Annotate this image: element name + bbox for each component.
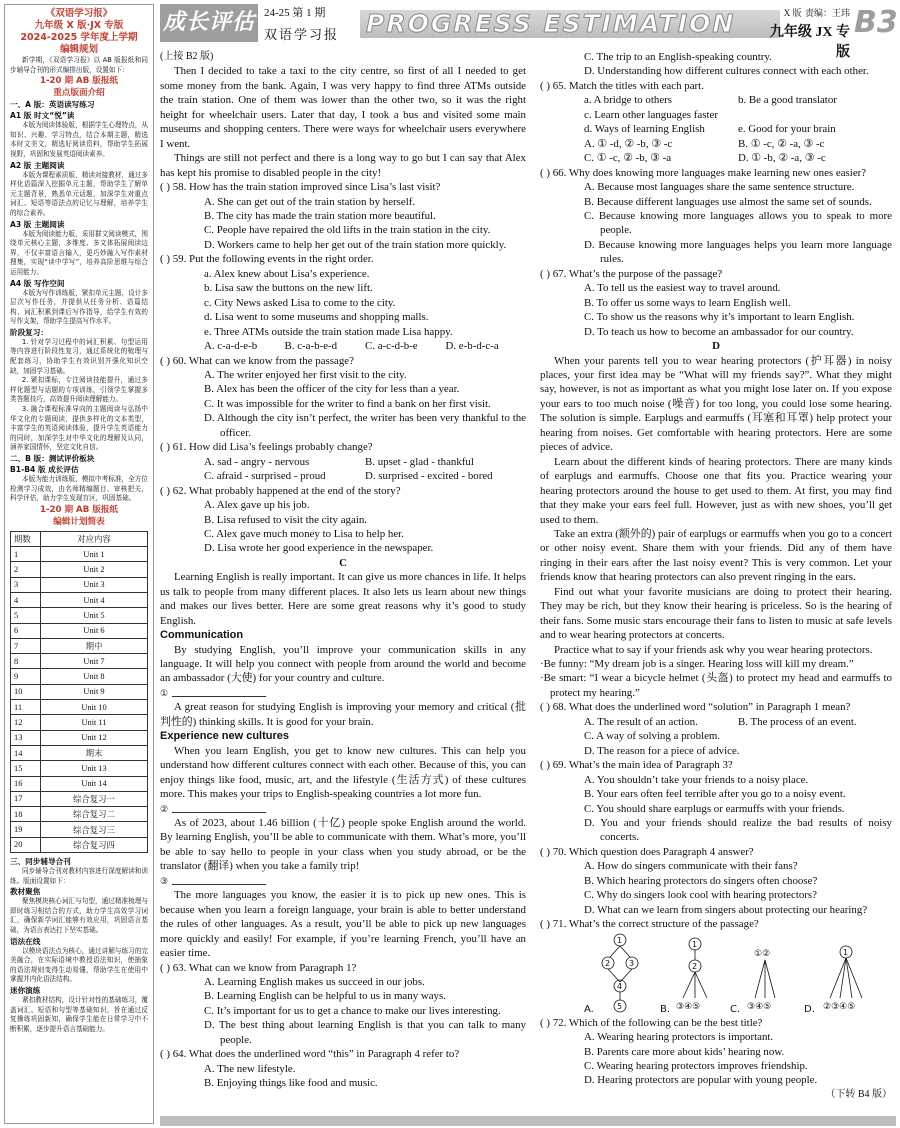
svg-text:5: 5 <box>617 1001 623 1011</box>
option: A. c-a-d-e-b <box>204 340 258 353</box>
option: D. Lisa wrote her good experience in the newspaper. <box>204 542 434 555</box>
table-row <box>11 547 148 562</box>
content-cell: Unit 2 <box>41 562 148 577</box>
advice-item: ·Be smart: “I wear a bicycle helmet (头盔) to protect my head and earmuffs to protect my hearing.” <box>540 672 892 699</box>
event-item: a. Alex knew about Lisa’s experience. <box>204 267 370 280</box>
table-row <box>11 745 148 760</box>
question-59: ( ) 59. Put the following events in the right order. <box>160 253 374 266</box>
title-row <box>540 122 892 136</box>
option-row <box>160 339 526 353</box>
table-row <box>11 837 148 852</box>
option: A. The result of an action. <box>584 715 698 728</box>
option: B. Lisa refused to visit the city again. <box>204 513 368 526</box>
title-item: a. A bridge to others <box>584 94 673 107</box>
issue-cell: 14 <box>11 745 41 760</box>
blank-number: ① <box>160 687 169 698</box>
sidebar-subhead: 迷你演练 <box>10 985 41 995</box>
option: D. The reason for a piece of advice. <box>584 744 740 757</box>
option: B. The city has made the train station more beautiful. <box>204 209 436 222</box>
option: A. Wearing hearing protectors is important. <box>584 1031 774 1044</box>
content-cell: Unit 14 <box>41 776 148 791</box>
question-68: ( ) 68. What does the underlined word “solution” in Paragraph 1 mean? <box>540 701 851 714</box>
content-cell: 期中 <box>41 638 148 653</box>
bottom-bar <box>160 1116 896 1126</box>
left-column <box>160 50 526 1091</box>
issue-cell: 6 <box>11 623 41 638</box>
option: D. surprised - excited - bored <box>365 470 493 483</box>
content-cell: 期末 <box>41 745 148 760</box>
option: D. Because knowing more languages helps you learn more language rules. <box>584 238 892 266</box>
option: C. Why do singers look cool with hearing protectors? <box>584 889 817 902</box>
option: A. She can get out of the train station by herself. <box>204 195 416 208</box>
table-row <box>11 700 148 715</box>
issue-cell: 19 <box>11 822 41 837</box>
issue-cell: 2 <box>11 562 41 577</box>
svg-text:1: 1 <box>617 935 623 945</box>
diagram-label-d: D. <box>804 1003 815 1015</box>
question-71: ( ) 71. What’s the correct structure of the passage? <box>540 918 759 931</box>
blank-line <box>160 802 526 816</box>
question-65: ( ) 65. Match the titles with each part. <box>540 79 704 92</box>
paragraph: Things are still not perfect and there is a long way to go but I can say that Alex has kept his promise to disabled people in the city! <box>160 152 526 179</box>
option: B. Enjoying things like food and music. <box>204 1077 378 1090</box>
option: C. It’s important for us to get a chance to make our lives interesting. <box>204 1004 501 1017</box>
banner-title: PROGRESS ESTIMATION <box>366 9 736 38</box>
sidebar-subhead: B1-B4 版 成长评估 <box>10 465 79 474</box>
subheading: Communication <box>160 629 244 642</box>
question-64: ( ) 64. What does the underlined word “this” in Paragraph 4 refer to? <box>160 1048 460 1061</box>
section-logo: 成长评估 <box>160 4 258 42</box>
question-67: ( ) 67. What’s the purpose of the passage? <box>540 267 723 280</box>
issue-cell: 10 <box>11 684 41 699</box>
sidebar-text: 本版为阅读能力版，采用群文阅读模式，围绕单元核心主题，多维度、多文体拓展阅读边界，不仅丰富语言输入，更巧妙融入写作素材搜集，实现“读中学写”，培养高阶思维与综合运用能力。 <box>10 229 148 276</box>
content-cell: Unit 10 <box>41 700 148 715</box>
table-row <box>11 776 148 791</box>
question-63: ( ) 63. What can we know from Paragraph 1? <box>160 961 357 974</box>
svg-text:②③④⑤: ②③④⑤ <box>823 1001 856 1012</box>
issue-cell: 11 <box>11 700 41 715</box>
question-60: ( ) 60. What can we know from the passage? <box>160 354 354 367</box>
continued-footer: （下转 B4 版） <box>825 1088 892 1100</box>
option: B. upset - glad - thankful <box>365 455 474 468</box>
sidebar-section: 一、A 版：英语读写练习 <box>10 100 95 110</box>
question-61: ( ) 61. How did Lisa’s feelings probably change? <box>160 441 373 454</box>
paragraph: Take an extra (额外的) pair of earplugs or earmuffs when you go to a concert or other noisy event. Share them with your friends. Did any of them have ringing in their ears after the last noisy event? This is very common. Let your friends know that hearing protectors can also prevent ringing in the ears. <box>540 527 892 584</box>
table-row <box>11 761 148 776</box>
continued-note: (上接 B2 版) <box>160 51 214 62</box>
question-70: ( ) 70. Which question does Paragraph 4 answer? <box>540 845 754 858</box>
version-label: X 版 <box>783 8 802 18</box>
paragraph: The more languages you know, the easier it is to pick up new ones. This is because when you learn a foreign language, your brain is able to better understand the rules of other languages. As a result, you’ll be able to pick up new languages more quickly and easily! For example, if you’re learning French, you’ll have an easier time. <box>160 889 526 960</box>
option: D. ① -b, ② -a, ③ -c <box>738 152 826 165</box>
sidebar-title: 《双语学习报》 九年级 X 版·JX 专版 2024-2025 学年度上学期 编辑规划 <box>20 8 138 55</box>
question-58: ( ) 58. How has the train station improved since Lisa’s last visit? <box>160 181 441 194</box>
content-cell: 综合复习四 <box>41 837 148 852</box>
content-cell: 综合复习三 <box>41 822 148 837</box>
option: D. e-b-d-c-a <box>445 340 499 353</box>
event-item: d. Lisa went to some museums and shopping malls. <box>204 311 429 324</box>
svg-text:①②: ①② <box>754 948 771 959</box>
sidebar-text: 本版为阅读体验版，根据学生心理特点，从知识、兴趣、学习特点，结合本期主题，精选本时文美文，精选好阅读资料，帮助学生拓展视野，巩固和发展英语阅读素养。 <box>10 121 148 158</box>
issue-cell: 7 <box>11 638 41 653</box>
content-cell: 综合复习一 <box>41 791 148 806</box>
page-badge: B3 <box>854 5 898 40</box>
option-row <box>540 151 892 165</box>
sidebar-text: 紧扣教材结构，设计针对性的基础练习，覆盖词汇、短语和句型等基础知识，旨在通过反复操练巩固新知，确保学生能在日常学习中不断积累，逐步提升语言基础能力。 <box>10 995 148 1033</box>
option: B. To offer us some ways to learn English well. <box>584 296 791 309</box>
event-item: e. Three ATMs outside the train station made Lisa happy. <box>204 325 453 338</box>
option: C. A way of solving a problem. <box>584 730 721 743</box>
option: C. The trip to an English-speaking country. <box>584 51 772 63</box>
table-row <box>11 807 148 822</box>
sidebar-subhead: 教材聚焦 <box>10 887 41 897</box>
option: A. You shouldn’t take your friends to a noisy place. <box>584 773 809 786</box>
issue-cell: 17 <box>11 791 41 806</box>
question-69: ( ) 69. What’s the main idea of Paragraph 3? <box>540 759 733 772</box>
table-row <box>11 638 148 653</box>
content-cell: Unit 6 <box>41 623 148 638</box>
sidebar-text: 3. 融合课程标准导向的主题阅读与弘扬中华文化的专题阅读，提供多样化的文本类型，丰富学生的英语阅读体验，提升学生英语能力的同时，加深学生对中华文化的理解及认同，涵养家国情怀，坚定文化自信。 <box>10 405 148 452</box>
content-cell: Unit 5 <box>41 608 148 623</box>
option: A. How do singers communicate with their fans? <box>584 860 798 873</box>
option: B. Which hearing protectors do singers often choose? <box>584 874 818 887</box>
table-header: 对应内容 <box>41 531 148 546</box>
content-cell: Unit 4 <box>41 592 148 607</box>
structure-diagrams <box>540 932 892 1016</box>
table-row <box>11 654 148 669</box>
option: D. The best thing about learning English is that you can talk to many people. <box>204 1019 526 1046</box>
title-item: c. Learn other languages faster <box>584 108 718 121</box>
title-row <box>540 108 892 122</box>
svg-text:3: 3 <box>629 958 635 968</box>
issue-cell: 5 <box>11 608 41 623</box>
option: B. Learning English can be helpful to us in many ways. <box>204 990 446 1003</box>
issue-cell: 8 <box>11 654 41 669</box>
option: C. You should share earplugs or earmuffs with your friends. <box>584 802 845 815</box>
option: C. ① -c, ② -b, ③ -a <box>584 152 672 165</box>
option: A. Because most languages share the same sentence structure. <box>584 181 855 194</box>
option: B. c-a-b-e-d <box>284 340 338 353</box>
sidebar-text: 同步辅导合刊对教材内容进行深度解读和训练。版面设置如下： <box>10 867 148 885</box>
paragraph: Learn about the different kinds of hearing protectors. There are many kinds of earplugs and earmuffs. Choose one that fits you. Practice wearing your hearing protectors around the house to get used to them. At first, you may find that they make your ears feel full. However, just as with new shoes, you’ll get used to them. <box>540 455 892 526</box>
svg-text:1: 1 <box>843 947 849 957</box>
content-cell: Unit 1 <box>41 547 148 562</box>
table-row <box>11 684 148 699</box>
paragraph: Then I decided to take a taxi to the city centre, so first of all I needed to get some money from the bank. Again, I was very happy to find three ATMs outside the train station. One of them was lower than the other two, so it was the right height for wheelchair users. Later that day, I took a bus and visited some main museums and shopping centers. There were ways for wheelchair users everywhere I went. <box>160 65 526 150</box>
option-row <box>540 744 892 758</box>
content-cell: 综合复习二 <box>41 807 148 822</box>
table-row <box>11 822 148 837</box>
option: B. Parents care more about kids’ hearing now. <box>584 1045 785 1058</box>
content-cell: Unit 11 <box>41 715 148 730</box>
diagram-label-b: B. <box>660 1003 671 1015</box>
right-column <box>540 50 892 1102</box>
table-row <box>11 715 148 730</box>
option: D. You and your friends should realize the bad results of noisy concerts. <box>584 817 892 844</box>
option: A. To tell us the easiest way to travel around. <box>584 282 781 295</box>
option-row <box>160 469 526 483</box>
issue-cell: 1 <box>11 547 41 562</box>
paragraph: As of 2023, about 1.46 billion (十亿) people spoke English around the world. By learning English, you’ll be able to communicate with them. What’s more, you’ll be able to say hello to people in your class when you study abroad, or be the translator (翻译) when you take a family trip! <box>160 816 526 873</box>
option: D. Hearing protectors are popular with young people. <box>584 1074 818 1087</box>
subheading: Experience new cultures <box>160 730 289 743</box>
option: A. The writer enjoyed her first visit to the city. <box>204 368 407 381</box>
section-heading: C <box>339 556 347 569</box>
sidebar-text: 本版为写作训练版，紧扣单元主题，设计多层次写作任务，并提供从任务分析、语篇结构、词汇积累到课后写作指导，给学生有效的写作支架，帮助学生提高写作水平。 <box>10 288 148 326</box>
paragraph: When you learn English, you get to know new cultures. This can help you understand how different cultures connect with each other. Because of this, you can enjoy things like food, music, art, and the lifestyle (生活方式) of these cultures more. This makes your trips to English-speaking countries a lot more fun. <box>160 744 526 801</box>
option: B. Your ears often feel terrible after you go to a noisy event. <box>584 788 846 801</box>
sidebar-subhead: 语法在线 <box>10 936 41 946</box>
option: A. The new lifestyle. <box>204 1062 296 1075</box>
blank-number: ② <box>160 803 169 814</box>
paragraph: When your parents tell you to wear hearing protectors (护耳器) in noisy places, your first idea may be “What will my friends say?”. What they might say, however, is not as important as what you might lose later on. If you expose your ears to too much noise (噪音) for too long, you could lose some hearing. The solution is simple. Earplugs and earmuffs (耳塞和耳罩) help protect your hearing from noises. Get comfortable with hearing protectors. Here are some pieces of advice. <box>540 354 892 454</box>
sidebar-text: 本版为课程素质版，精读对接教材，通过多样化语篇深入挖掘单元主题，帮助学生了解单元主题背景，熟悉单元话题，加深学生对重点词汇、短语等语法点的记忆与理解，培养学生的综合素养。 <box>10 170 148 217</box>
option: C. People have repaired the old lifts in the train station in the city. <box>204 224 491 237</box>
svg-text:③④⑤: ③④⑤ <box>747 1001 772 1012</box>
svg-text:③④⑤: ③④⑤ <box>676 1001 701 1012</box>
svg-text:1: 1 <box>692 939 698 949</box>
issue-cell: 4 <box>11 592 41 607</box>
svg-text:2: 2 <box>692 961 698 971</box>
issue-number: 24-25 第 1 期 <box>264 7 326 19</box>
option: C. To show us the reasons why it’s important to learn English. <box>584 311 855 324</box>
sidebar-heading: 1-20 期 AB 版报纸 重点版面介绍 <box>39 76 119 99</box>
option: D. Workers came to help her get out of the train station more quickly. <box>204 238 507 251</box>
issue-cell: 18 <box>11 807 41 822</box>
sidebar-subhead: A4 版 写作空间 <box>10 278 65 288</box>
sidebar-subhead: 阶段复习： <box>10 327 48 337</box>
sidebar-intro: 新学期，《双语学习报》以 AB 版报纸和同步辅导合刊的形式编排出版，设置如下： <box>10 56 148 74</box>
issue-cell: 13 <box>11 730 41 745</box>
sidebar-subhead: A2 版 主题阅读 <box>10 160 65 170</box>
option: C. a-c-d-b-e <box>365 340 418 353</box>
paragraph: By studying English, you’ll improve your communication skills in any language. It will help you connect with people from around the world and become an ambassador (大使) for your country and culture. <box>160 643 526 685</box>
content-cell: Unit 13 <box>41 761 148 776</box>
svg-text:4: 4 <box>617 981 623 991</box>
paper-name: 双语学习报 <box>264 27 340 42</box>
option: C. Because knowing more languages allows you to speak to more people. <box>584 209 892 237</box>
title-row <box>540 93 892 107</box>
sidebar-plan <box>4 4 154 1124</box>
issue-cell: 9 <box>11 669 41 684</box>
advice-item: ·Be funny: “My dream job is a singer. Hearing loss will kill my dream.” <box>540 658 854 671</box>
option: A. Learning English makes us succeed in our jobs. <box>204 975 425 988</box>
sidebar-text: 以模块语法点为核心，通过讲解与练习的完美融合，在实际语境中教授语法知识，使抽象的语法规则变得生动易懂，帮助学生在使用中掌握并内化语法结构。 <box>10 946 148 984</box>
option: C. afraid - surprised - proud <box>204 470 326 483</box>
option: B. Because different languages use almost the same set of sounds. <box>584 195 872 208</box>
issue-cell: 20 <box>11 837 41 852</box>
option-row <box>540 137 892 151</box>
paragraph: A great reason for studying English is improving your memory and critical (批判性的) thinking skills. It is good for your brain. <box>160 701 526 728</box>
paragraph: Learning English is really important. It can give us more chances in life. It helps us talk to people from many different places. It also lets us learn about new things and makes our lives better. Here are some great reasons why it’s good to study English. <box>160 571 526 627</box>
question-66: ( ) 66. Why does knowing more languages make learning new ones easier? <box>540 166 867 179</box>
content-cell: Unit 8 <box>41 669 148 684</box>
content-cell: Unit 12 <box>41 730 148 745</box>
option: C. Wearing hearing protectors improves friendship. <box>584 1060 808 1072</box>
sidebar-subhead: A3 版 主题阅读 <box>10 219 65 229</box>
sidebar-text: 本版为能力训练版，模拟中考标准，全方位检测学习成效，由名师精编题目、审核把关，科学评估，助力学生发现盲区，巩固基础。 <box>10 475 148 503</box>
sidebar-heading: 1-20 期 AB 版报纸 编辑计划简表 <box>39 504 119 527</box>
option-row <box>540 715 892 729</box>
event-item: b. Lisa saw the buttons on the new lift. <box>204 282 373 295</box>
table-row <box>11 669 148 684</box>
sidebar-subhead: A1 版 时文“悦”读 <box>10 111 75 121</box>
diagram-label-c: C. <box>730 1003 741 1015</box>
table-row <box>11 608 148 623</box>
question-72: ( ) 72. Which of the following can be the best title? <box>540 1016 763 1029</box>
title-item: e. Good for your brain <box>738 123 836 136</box>
section-heading: D <box>712 340 720 353</box>
svg-text:2: 2 <box>605 958 611 968</box>
sidebar-text: 1. 针对学习过程中的词汇积累、句型运用等内容进行阶段性复习，通过系统化的梳理与配套练习，协助学生有效识别并强化知识空缺，加固学习基础。 <box>10 337 148 375</box>
sidebar-text: 聚焦模块核心词汇与句型，通过精准梳理与即时练习相结合的方式，助力学生高效学习词汇，确保新学词汇能够有效应用，巩固语言基础，为语言表达打下坚实基础。 <box>10 897 148 934</box>
grade-label: 九年级 JX 专版 <box>769 25 850 60</box>
option: D. To teach us how to become an ambassador for our country. <box>584 325 854 338</box>
option: A. Alex gave up his job. <box>204 499 310 512</box>
option: D. What can we learn from singers about protecting our hearing? <box>584 903 868 916</box>
option-row <box>160 455 526 469</box>
issue-cell: 3 <box>11 577 41 592</box>
title-item: d. Ways of learning English <box>584 123 705 136</box>
paragraph: Practice what to say if your friends ask why you wear hearing protectors. <box>554 643 873 656</box>
schedule-table <box>10 531 148 853</box>
option: A. ① -d, ② -b, ③ -c <box>584 137 673 150</box>
option: C. Alex gave much money to Lisa to help her. <box>204 527 404 540</box>
sidebar-section: 二、B 版：测试评价板块 <box>10 454 95 463</box>
sidebar-text: 2. 紧扣课标，专注阅读技能提升，通过多样化题型与话题的专项训练，引领学生掌握多类答题技巧，高效提升阅读理解能力。 <box>10 376 148 404</box>
option: B. Alex has been the officer of the city for less than a year. <box>204 383 460 396</box>
table-row <box>11 730 148 745</box>
blank-line <box>160 874 526 888</box>
table-row <box>11 623 148 638</box>
option: B. ① -c, ② -a, ③ -c <box>738 137 825 150</box>
issue-cell: 16 <box>11 776 41 791</box>
blank-line <box>160 686 526 700</box>
option: D. Although the city isn’t perfect, the writer has been very thankful to the officer. <box>204 412 526 439</box>
table-row <box>11 577 148 592</box>
option: D. Understanding how different cultures connect with each other. <box>584 65 869 78</box>
table-header: 期数 <box>11 531 41 546</box>
content-cell: Unit 9 <box>41 684 148 699</box>
issue-cell: 15 <box>11 761 41 776</box>
table-row <box>11 592 148 607</box>
diagram-label-a: A. <box>584 1003 594 1015</box>
editor-label: 责编：王玮 <box>804 8 850 18</box>
paragraph: Find out what your favorite musicians are doing to protect their hearing. They may be rich, but they know their hearing is priceless. So is the hearing of their fans. Some music stars encourage their fans to listen to music at safe levels and to wear hearing protectors at concerts. <box>540 585 892 642</box>
table-row <box>11 791 148 806</box>
blank-number: ③ <box>160 875 169 886</box>
table-row <box>11 562 148 577</box>
content-cell: Unit 3 <box>41 577 148 592</box>
question-62: ( ) 62. What probably happened at the end of the story? <box>160 484 401 497</box>
title-item: b. Be a good translator <box>738 94 837 107</box>
option: B. The process of an event. <box>738 715 857 728</box>
option: C. It was impossible for the writer to find a bank on her first visit. <box>204 397 491 410</box>
option: A. sad - angry - nervous <box>204 455 310 468</box>
sidebar-section: 三、同步辅导合刊 <box>10 857 71 867</box>
content-cell: Unit 7 <box>41 654 148 669</box>
event-item: c. City News asked Lisa to come to the city. <box>204 296 396 309</box>
issue-cell: 12 <box>11 715 41 730</box>
option-row <box>540 729 892 743</box>
